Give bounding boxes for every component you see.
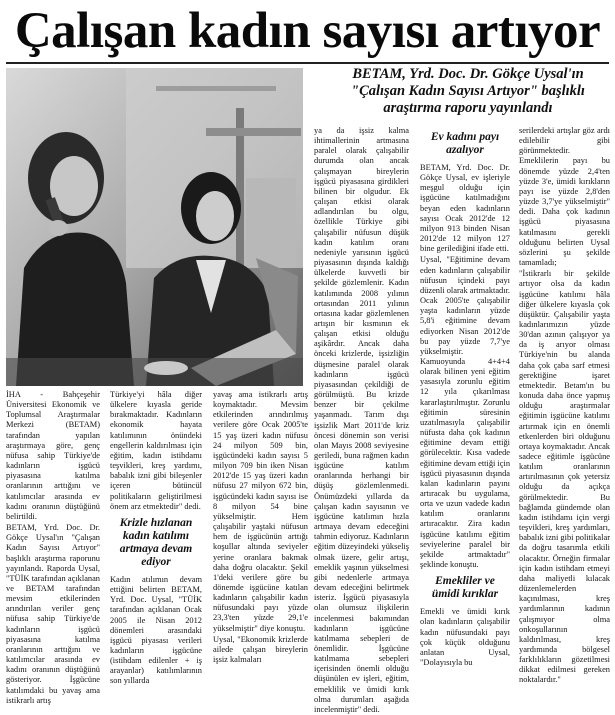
paragraph: Uysal, "Ekonomik krizlerde ailede çalışan bireylerin işsiz kalmaları (213, 634, 308, 665)
subheading-emekliler: Emekliler ve ümidi kırıklar (431, 575, 499, 601)
column-4 (314, 126, 409, 714)
column-2 (110, 390, 202, 703)
paragraph: Türkiye'yi hâla diğer ülkelere kıyasla geride bırakmaktadır. Kadınların ekonomik hayata katılımının önündeki engellerin kaldırılması için eğitim, kadın istihdamı teşvikleri, kreş yardımı, babalık izni gibi bileşenler içeren bütüncül politikaların geliştirilmesi önem arz etmektedir" dedi. (110, 390, 202, 511)
paragraph: "İstikrarlı bir şekilde artıyor olsa da kadın işgücüne katılımı hâla diğer ülkelere kıyasla çok düşüktür. Çalışabilir yaşta kadınlarımızın yüzde 30'dan azının çalışıyor ya da iş arıyor olması Türkiye'nin bu alanda daha çok çaba sarf etmesi gerektiğine işaret etmektedir. Betam'ın bu konuda daha önce yapmış olduğu araştırmalar eğitimin işgücüne katılımı artırmak için en önemli etkenlerden biri olduğunu ortaya koymaktadır. Ancak sadece eğitimle işgücüne katılım oranlarının artırılmasının çok yetersiz olduğu da açıkça görülmektedir. Bu bağlamda gündemde olan kadın istihdamı için vergi teşvikleri, kreş yardımları, babalık izni gibi politikalar da doğru tasarımla etkili olacaktır. Örneğin firmalar için kadın istihdam etmeyi daha maliyetli kılacak düzenlemelerden kaçınılması, kreş yardımlarının kadının çalışmıyor olma onkoşullarının kaldırılması, kreş yardımında bölgesel farklılıkların gözetilmesi dikkat edilmesi gereken noktalardır." (519, 269, 610, 685)
column-3 (213, 390, 308, 703)
paragraph: serilerdeki artışlar göz ardı edilebilir gibi görünmektedir. Emeklilerin payı bu dönemde yüzde 2,4'ten yüzde 3'e, ümidi kırıkların payı ise yüzde 2,8'den yüzde 3,7'ye yükselmiştir" dedi. Daha çok kadının işgücü piyasasına katılmasını gerekli olduğunu belirten Uysal sözlerini şu şekilde tamamladı; (519, 126, 610, 268)
paragraph: Uysal, "Eğitimine devam eden kadınların çalışabilir nüfusun içindeki payı düzenli olarak artmaktadır. Ocak 2005'te çalışabilir yaşta kadınların yüzde 5,8'i eğitimine devam ediyorken Nisan 2012'de bu pay yüzde 7,7'ye yükselmiştir. Kamuoyunda 4+4+4 olarak bilinen yeni eğitim yasasıyla zorunlu eğitim 12 yıla çıkarılması kararlaştırılmıştır. Zorunlu eğitimin süresinin uzatılmasıyla çalışabilir nüfusta daha çok kadının eğitimine devam ettiği görülecektir. Kısa vadede eğitimine devam ettiği için işgücü piyasasının dışında kalan kadınların payını artıracak bu uygulama, orta ve uzun vadede kadın katılım oranlarını artıracaktır. Zira kadın işgücüne katılımı eğitim seviyelerine paralel bir şekilde artmaktadır" şeklinde konuştu. (420, 255, 511, 570)
paragraph: Kadın atılımın devam ettiğini belirten BETAM, Yrd. Doc. Uysal, "TÜİK tarafından açıklanan Ocak 2005 ile Nisan 2012 dönemleri arasındaki işgücü piyasası verileri kadınların işgücüne (istihdam edilenler + iş arayanlar) katılımlarının son yıllarda (110, 574, 202, 686)
headline-rule (6, 62, 609, 64)
column-5 (420, 131, 510, 703)
column-6 (519, 126, 610, 703)
headline: Çalışan kadın sayısı artıyor (14, 3, 601, 59)
paragraph: BETAM, Yrd. Doc. Dr. Gökçe Uysal, ev işleriyle meşgul olduğu için işgücüne katılmadığını beyan eden kadınların sayısı Ocak 2012'de 12 milyon 913 binden Nisan 2012'de 12 milyon 127 bine gerilediğini ifade etti. (420, 163, 510, 254)
deck: BETAM, Yrd. Doc. Dr. Gökçe Uysal'ın "Çalışan Kadın Sayısı Artıyor" başlıklı araştırma raporu yayınlandı (351, 66, 585, 116)
paragraph: BETAM, Yrd. Doc. Dr. Gökçe Uysal'ın "Çalışan Kadın Sayısı Artıyor" başlıklı araştırma raporunu yayınlandı. Raporda Uysal, "TÜİK tarafından açıklanan ve BETAM tarafından mevsim etkilerinden arındırılan veriler genç nüfusa sahip Türkiye'de kadınların işgücü piyasasına katılma oranlarının arttığını ve katılımcılar arasında ev kadını oranının düştüğünü gösteriyor. İşgücüne katılımdaki bu yavaş ama istikrarlı artış (6, 523, 100, 705)
paragraph: İHA - Bahçeşehir Üniversitesi Ekonomik ve Toplumsal Araştırmalar Merkezi (BETAM) tarafından yapılan araştırmaya göre, genç nüfusa sahip Türkiye'de kadınların işgücü piyasasına katılma oranlarının arttığını ve katılımcılar arasında ev kadını oranının düştüğünü belirtildi. (6, 390, 100, 521)
two-women-office-photo-icon (6, 68, 303, 386)
paragraph: yavaş ama istikrarlı artış koymaktadır. Mevsim etkilerinden arındırılmış verilere göre Ocak 2005'te 15 yaş üzeri kadın nüfusu 24 milyon 509 bin, işgücündeki kadın sayısı 5 milyon 709 bin iken Nisan 2012'de 15 yaş üzeri kadın nüfusu 27 milyon 672 bin, işgücündeki kadın sayısı ise 8 milyon 54 bine yükselmiştir. Hem çalışabilir yaştaki nüfusun hem de işgücünün arttığı koşullar altında seviyeler yerine oranlara bakmak daha doğru olacaktır. Şekil 1'deki verilere göre bu dönemde işgücüne katılan kadınların çalışabilir kadın nüfusundaki payı yüzde 23,3'ten yüzde 29,1'e yükselmiştir" diye konuştu. (213, 390, 308, 633)
subheading-ev-kadini: Ev kadını payı azalıyor (430, 131, 500, 156)
column-1 (6, 390, 100, 703)
paragraph: ya da işsiz kalma ihtimallerinin artmasına paralel olarak çalışabilir durumda olan ancak çalışmayan bireylerin işgücü piyasasına girdikleri bilinen bir olgudur. Ek çalışan etkisi olarak adlandırılan bu olgu, özellikle Türkiye gibi çalışabilir nüfusun düşük kadın katılım oranı nedeniyle yarısının işgücü piyasasının dışında kaldığı ülkelerde kuvvetli bir şekilde gözlemlenir. Kadın katılımında 2008 yılının ortasından 2011 yılının ortasına kadar gözlemlenen artışın bir kısmının ek çalışan etkisi olduğu aşikârdır. Ancak daha önceki krizlerde, işsizliğin düşmesine paralel olarak kadınların işgücü piyasasından çekildiği de görülmüştü. Bu krizde benzer bir çekilme yaşanmadı. Tarım dışı işsizlik Mart 2011'de kriz öncesi dönemin son verisi olan Mayıs 2008 seviyesine geriledi, buna rağmen kadın işgücüne katılım oranlarında herhangi bir düşüş gözlemlenmedi. Önümüzdeki yıllarda da çalışan kadın sayısının ve işgücüne katılımın hızla artmaya devam edeceğini tahmin ediyoruz. Kadınların eğitim düzeyindeki yükseliş olmak üzere, gelir artışı, emeklik yaşının yükselmesi gibi nedenlerle artmaya devam edeceğini belirtmek isteriz. İşgücü piyasasıyla olan olumsuz ilişkilerin incelenmesi bakımından kadınların işgücüne katılmama sebepleri de önemlidir. İşgücüne katılmama sebepleri içerisinden önemli olduğu düşünülen ev işleri, eğitim, emeklilik ve ümidi kırık olma durumları aşağıda incelenmiştir" dedi. (314, 126, 409, 714)
subheading-krizle: Krizle hızlanan kadın katılımı artmaya devam ediyor (119, 516, 193, 568)
paragraph: Emekli ve ümidi kırık olan kadınların çalışabilir kadın nüfusundaki payı çok küçük olduğunu anlatan Uysal, "Dolayısıyla bu (420, 607, 510, 668)
